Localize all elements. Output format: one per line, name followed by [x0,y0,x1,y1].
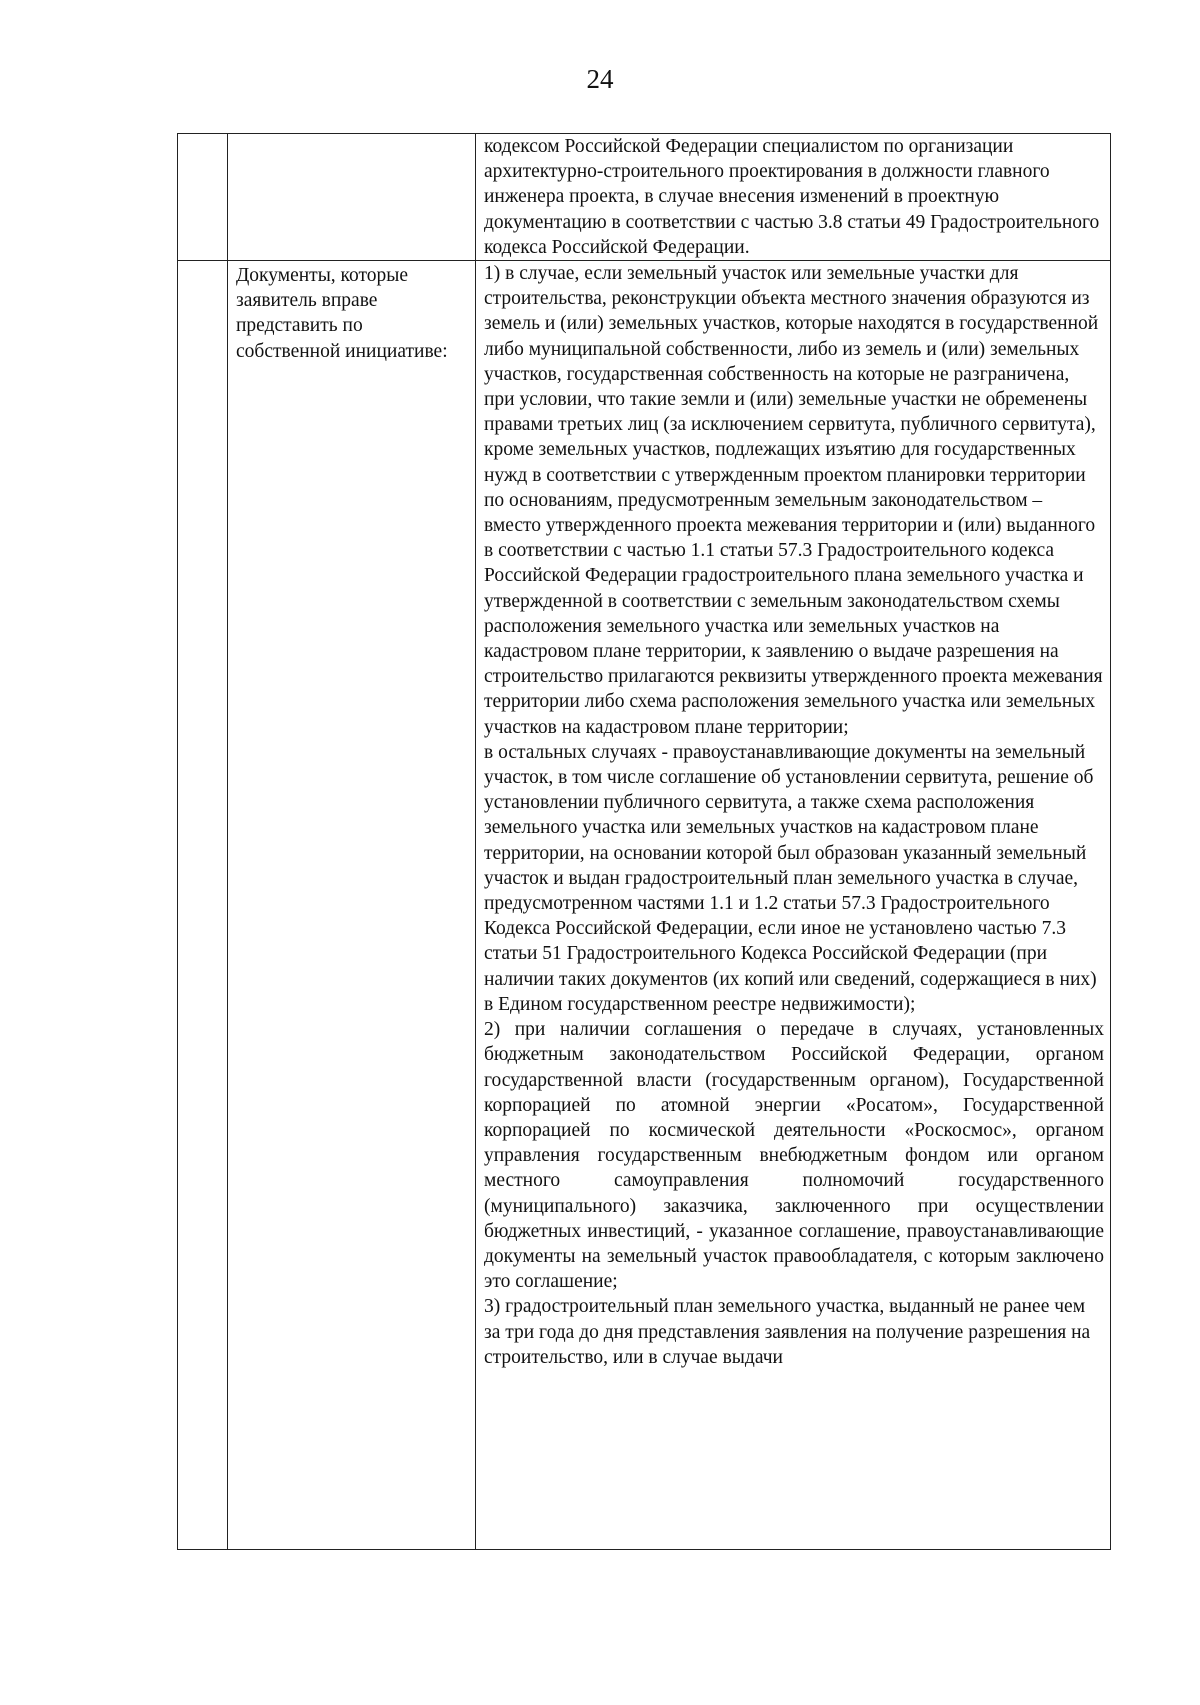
content-cell [476,134,1111,261]
paragraph-3: 2) при наличии соглашения о передаче в случаях, установленных бюджетным законодательством Российской Федерации, органом государственной власти (государственным органом), Государственной корпорацией по атомной энергии «Росатом», Государственной корпорацией по космической деятельности «Роскосмос», органом управления государственным внебюджетным фондом или органом местного самоуправления полномочий государственного (муниципального) заказчика, заключенного при осуществлении бюджетных инвестиций, - указанное соглашение, правоустанавливающие документы на земельный участок правообладателя, с которым заключено это соглашение; [484,1019,1104,1293]
label-cell [228,134,476,261]
table-row [178,261,1111,1550]
paragraph-2: в остальных случаях - правоустанавливающие документы на земельный участок, в том числе соглашение об установлении сервитута, решение об установлении публичного сервитута, а также схема расположения земельного участка или земельных участков на кадастровом плане территории, на основании которой был образован указанный земельный участок и выдан градостроительный план земельного участка в случае, предусмотренном частями 1.1 и 1.2 статьи 57.3 Градостроительного Кодекса Российской Федерации, если иное не установлено частью 7.3 статьи 51 Градостроительного Кодекса Российской Федерации (при наличии таких документов (их копий или сведений, содержащиеся в них) в Едином государственном реестре недвижимости); [484,741,1097,1015]
table-row [178,134,1111,261]
paragraph-1: 1) в случае, если земельный участок или земельные участки для строительства, реконструкции объекта местного значения образуются из земель и (или) земельных участков, которые находятся в государственной либо муниципальной собственности, либо из земель и (или) земельных участков, государственная собственность на которые не разграничена, при условии, что такие земли и (или) земельные участки не обременены правами третьих лиц (за исключением сервитута, публичного сервитута), кроме земельных участков, подлежащих изъятию для государственных нужд в соответствии с утвержденным проектом планировки территории по основаниям, предусмотренным земельным законодательством – вместо утвержденного проекта межевания территории и (или) выданного в соответствии с частью 1.1 статьи 57.3 Градостроительного кодекса Российской Федерации градостроительного плана земельного участка и утвержденной в соответствии с земельным законодательством схемы расположения земельного участка или земельных участков на кадастровом плане территории, к заявлению о выдаче разрешения на строительство прилагаются реквизиты утвержденного проекта межевания территории либо схема расположения земельного участка или земельных участков на кадастровом плане территории; [484,263,1103,738]
content-cell [476,261,1111,1550]
label-cell [228,261,476,1550]
number-cell [178,261,228,1550]
paragraph-4: 3) градостроительный план земельного участка, выданный не ранее чем за три года до дня представления заявления на получение разрешения на строительство, или в случае выдачи [484,1296,1091,1368]
continuation-paragraph: кодексом Российской Федерации специалистом по организации архитектурно-строительного проектирования в должности главного инженера проекта, в случае внесения изменений в проектную документацию в соответствии с частью 3.8 статьи 49 Градостроительного кодекса Российской Федерации. [484,136,1100,258]
documents-table [177,133,1111,1550]
page-number: 24 [586,64,614,94]
row-label: Документы, которые заявитель вправе представить по собственной инициативе: [236,265,448,362]
number-cell [178,134,228,261]
